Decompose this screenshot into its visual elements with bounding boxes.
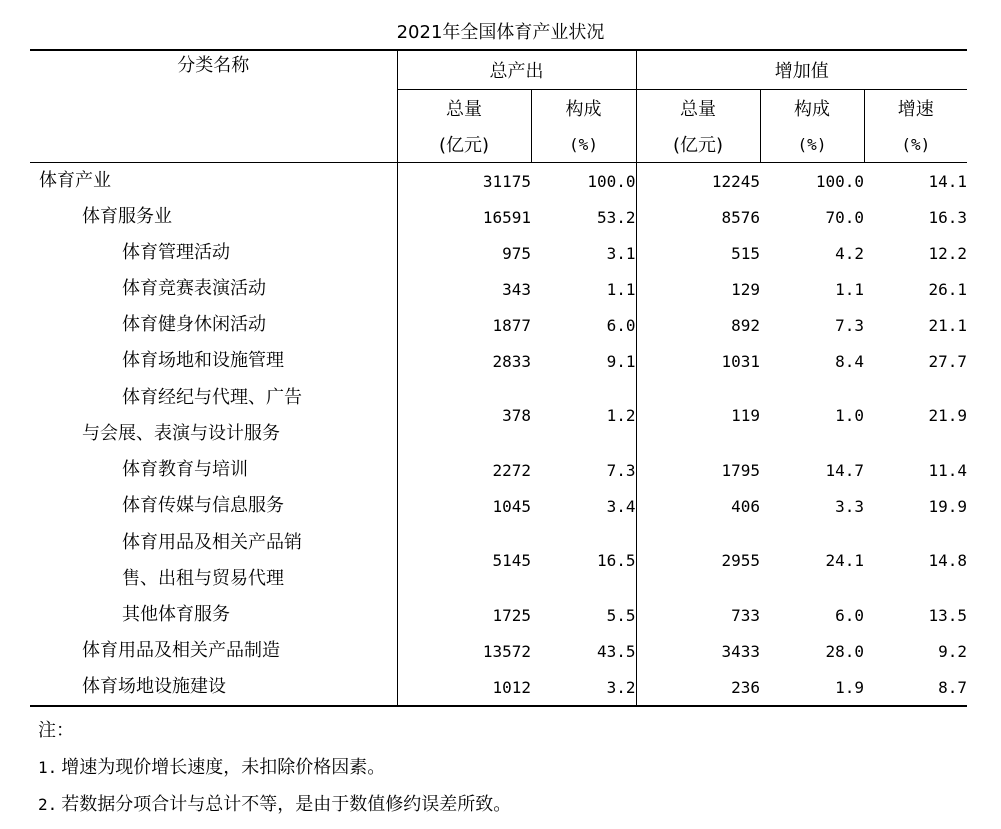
notes xyxy=(38,718,511,829)
cell-va-composition: 3.3 xyxy=(835,496,864,516)
row-name: 体育传媒与信息服务 xyxy=(122,495,284,516)
cell-growth: 14.8 xyxy=(928,551,968,570)
row-name: 体育教育与培训 xyxy=(122,459,248,480)
cell-output-composition: 16.5 xyxy=(596,551,636,570)
row-name: 体育场地和设施管理 xyxy=(122,350,284,371)
row-name: 体育服务业 xyxy=(82,206,172,227)
cell-va-total: 2955 xyxy=(636,524,760,597)
table-row xyxy=(30,597,967,633)
row-name: 体育竞赛表演活动 xyxy=(122,278,266,299)
cell-output-composition: 5.5 xyxy=(606,605,636,625)
table-title: 2021年全国体育产业状况 xyxy=(396,22,605,43)
cell-va-composition: 6.0 xyxy=(835,605,864,625)
cell-growth: 13.5 xyxy=(928,605,968,625)
unit-output-composition: (%) xyxy=(531,126,636,163)
cell-va-total: 1795 xyxy=(636,452,760,488)
cell-va-total: 129 xyxy=(636,271,760,307)
cell-growth: 27.7 xyxy=(928,351,968,371)
sports-industry-table xyxy=(30,49,967,707)
row-name-line: 体育经纪与代理、广告 xyxy=(122,386,302,408)
cell-output-total: 2272 xyxy=(397,452,531,488)
cell-va-total: 733 xyxy=(636,597,760,633)
header-output-composition: 构成 xyxy=(531,90,636,127)
cell-growth: 9.2 xyxy=(938,641,968,661)
cell-va-composition: 4.2 xyxy=(835,243,864,263)
header-va-total: 总量 xyxy=(636,90,760,127)
cell-growth: 8.7 xyxy=(864,669,967,706)
cell-va-composition: 8.4 xyxy=(835,351,864,371)
table-row xyxy=(30,488,967,524)
cell-output-total: 5145 xyxy=(397,524,531,597)
cell-output-composition: 43.5 xyxy=(596,641,636,661)
note-item xyxy=(38,792,511,829)
header-total-output: 总产出 xyxy=(397,50,636,90)
cell-output-composition: 100.0 xyxy=(587,171,636,191)
note-text: 若数据分项合计与总计不等，是由于数值修约误差所致。 xyxy=(61,794,512,815)
note-item xyxy=(38,755,511,792)
row-name-line: 售、出租与贸易代理 xyxy=(122,567,284,589)
cell-output-composition: 7.3 xyxy=(606,460,636,480)
cell-va-total: 12245 xyxy=(636,163,760,200)
cell-output-total: 1012 xyxy=(397,669,531,706)
cell-va-total: 892 xyxy=(636,307,760,343)
table-row xyxy=(30,669,967,706)
cell-va-composition: 24.1 xyxy=(825,551,864,570)
header-output-total: 总量 xyxy=(397,90,531,127)
note-index: 1. xyxy=(38,758,58,777)
cell-va-composition: 28.0 xyxy=(825,641,864,661)
cell-va-composition: 1.0 xyxy=(835,406,864,425)
cell-va-total: 1031 xyxy=(636,343,760,379)
cell-output-total: 1045 xyxy=(397,488,531,524)
cell-growth: 19.9 xyxy=(928,496,968,516)
table-row xyxy=(30,199,967,235)
cell-output-composition: 3.2 xyxy=(531,669,636,706)
cell-output-total: 1725 xyxy=(397,597,531,633)
notes-heading: 注： xyxy=(38,720,74,741)
cell-va-composition: 70.0 xyxy=(825,207,864,227)
table-row xyxy=(30,452,967,488)
row-name-line: 与会展、表演与设计服务 xyxy=(82,422,280,444)
row-name xyxy=(30,379,397,452)
cell-va-composition: 100.0 xyxy=(815,171,864,191)
header-value-added: 增加值 xyxy=(636,50,967,90)
cell-output-total: 975 xyxy=(397,235,531,271)
cell-growth: 14.1 xyxy=(928,171,968,191)
header-growth: 增速 xyxy=(864,90,967,127)
row-name xyxy=(30,524,397,597)
cell-output-total: 378 xyxy=(397,379,531,452)
cell-output-composition: 3.1 xyxy=(606,243,636,263)
row-name: 体育管理活动 xyxy=(122,242,230,263)
unit-output-total: (亿元) xyxy=(397,126,531,163)
cell-output-total: 343 xyxy=(397,271,531,307)
cell-output-total: 13572 xyxy=(397,633,531,669)
cell-output-composition: 1.2 xyxy=(606,406,636,425)
cell-output-composition: 9.1 xyxy=(606,351,636,371)
cell-va-total: 8576 xyxy=(636,199,760,235)
cell-va-total: 3433 xyxy=(636,633,760,669)
cell-output-total: 31175 xyxy=(397,163,531,200)
cell-va-total: 236 xyxy=(636,669,760,706)
cell-growth: 11.4 xyxy=(928,460,968,480)
cell-va-composition: 1.1 xyxy=(835,279,864,299)
note-index: 2. xyxy=(38,795,58,814)
cell-growth: 26.1 xyxy=(928,279,968,299)
cell-output-composition: 1.1 xyxy=(606,279,636,299)
cell-output-total: 1877 xyxy=(397,307,531,343)
cell-output-composition: 3.4 xyxy=(606,496,636,516)
table-row xyxy=(30,307,967,343)
row-name: 其他体育服务 xyxy=(122,604,230,625)
header-category: 分类名称 xyxy=(30,50,397,163)
unit-va-total: (亿元) xyxy=(636,126,760,163)
cell-va-total: 515 xyxy=(636,235,760,271)
cell-growth: 12.2 xyxy=(928,243,968,263)
cell-growth: 16.3 xyxy=(928,207,968,227)
table-row xyxy=(30,379,967,452)
cell-va-composition: 14.7 xyxy=(825,460,864,480)
row-name: 体育用品及相关产品制造 xyxy=(82,640,280,661)
row-name: 体育产业 xyxy=(39,170,111,191)
cell-output-composition: 6.0 xyxy=(606,315,636,335)
row-name: 体育场地设施建设 xyxy=(30,669,397,706)
row-name-line: 体育用品及相关产品销 xyxy=(122,531,302,553)
table-row xyxy=(30,524,967,597)
cell-growth: 21.1 xyxy=(928,315,968,335)
table-row xyxy=(30,633,967,669)
cell-output-total: 2833 xyxy=(397,343,531,379)
header-va-composition: 构成 xyxy=(760,90,864,127)
note-text: 增速为现价增长速度，未扣除价格因素。 xyxy=(61,757,386,778)
cell-va-composition: 7.3 xyxy=(835,315,864,335)
cell-va-total: 406 xyxy=(636,488,760,524)
cell-growth: 21.9 xyxy=(928,406,968,425)
cell-output-total: 16591 xyxy=(397,199,531,235)
table-row xyxy=(30,343,967,379)
row-name: 体育健身休闲活动 xyxy=(122,314,266,335)
cell-output-composition: 53.2 xyxy=(596,207,636,227)
cell-va-composition: 1.9 xyxy=(760,669,864,706)
unit-growth: (%) xyxy=(864,126,967,163)
unit-va-composition: (%) xyxy=(760,126,864,163)
table-row xyxy=(30,235,967,271)
cell-va-total: 119 xyxy=(636,379,760,452)
table-row xyxy=(30,271,967,307)
table-row xyxy=(30,163,967,200)
